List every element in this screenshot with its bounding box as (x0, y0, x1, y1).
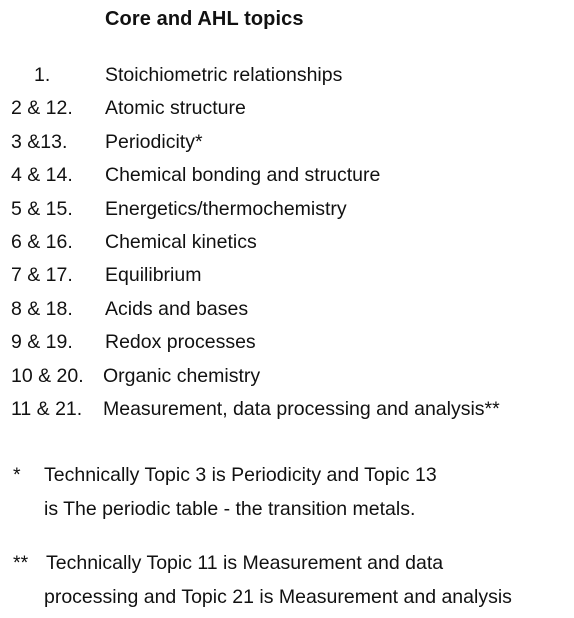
topic-number: 10 & 20. (11, 364, 84, 387)
topic-row (0, 231, 574, 264)
topic-row (0, 97, 574, 130)
topic-number: 11 & 21. (11, 397, 83, 420)
topic-number: 2 & 12. (11, 97, 73, 120)
footnote-line: is The periodic table - the transition metals. (44, 498, 416, 520)
topic-name: Chemical bonding and structure (105, 164, 381, 187)
topic-name: Energetics/thermochemistry (105, 197, 347, 220)
topic-row (0, 131, 574, 164)
topic-number: 7 & 17. (11, 264, 73, 287)
topic-name: Organic chemistry (103, 364, 261, 387)
topic-name: Atomic structure (105, 97, 246, 120)
topic-row (0, 365, 574, 398)
topic-row (0, 164, 574, 197)
topic-row (0, 331, 574, 364)
topic-number: 3 &13. (11, 130, 68, 153)
topic-name: Measurement, data processing and analysis** (103, 397, 500, 420)
topic-number: 8 & 18. (11, 297, 73, 320)
topic-name: Equilibrium (105, 264, 202, 287)
topic-number: 4 & 14. (11, 164, 73, 187)
topic-row (0, 64, 574, 97)
topic-name: Chemical kinetics (105, 230, 257, 253)
topic-name: Stoichiometric relationships (105, 64, 343, 86)
topic-row (0, 198, 574, 231)
footnote-line: Technically Topic 11 is Measurement and data (46, 552, 444, 574)
topic-list (0, 64, 574, 431)
topic-row (0, 264, 574, 297)
footnote-line: processing and Topic 21 is Measurement and analysis (44, 586, 512, 608)
topic-number: 1. (34, 64, 51, 86)
topic-number: 5 & 15. (11, 197, 73, 220)
topic-name: Periodicity* (105, 130, 203, 153)
footnote-marker: * (13, 464, 21, 486)
page-title: Core and AHL topics (105, 8, 304, 30)
topic-row (0, 298, 574, 331)
footnote-line: Technically Topic 3 is Periodicity and Topic 13 (44, 464, 437, 486)
topic-number: 6 & 16. (11, 230, 73, 253)
topic-row (0, 398, 574, 431)
footnote-marker: ** (13, 552, 29, 574)
topic-number: 9 & 19. (11, 331, 73, 354)
topic-name: Redox processes (105, 331, 256, 354)
topic-name: Acids and bases (105, 297, 249, 320)
